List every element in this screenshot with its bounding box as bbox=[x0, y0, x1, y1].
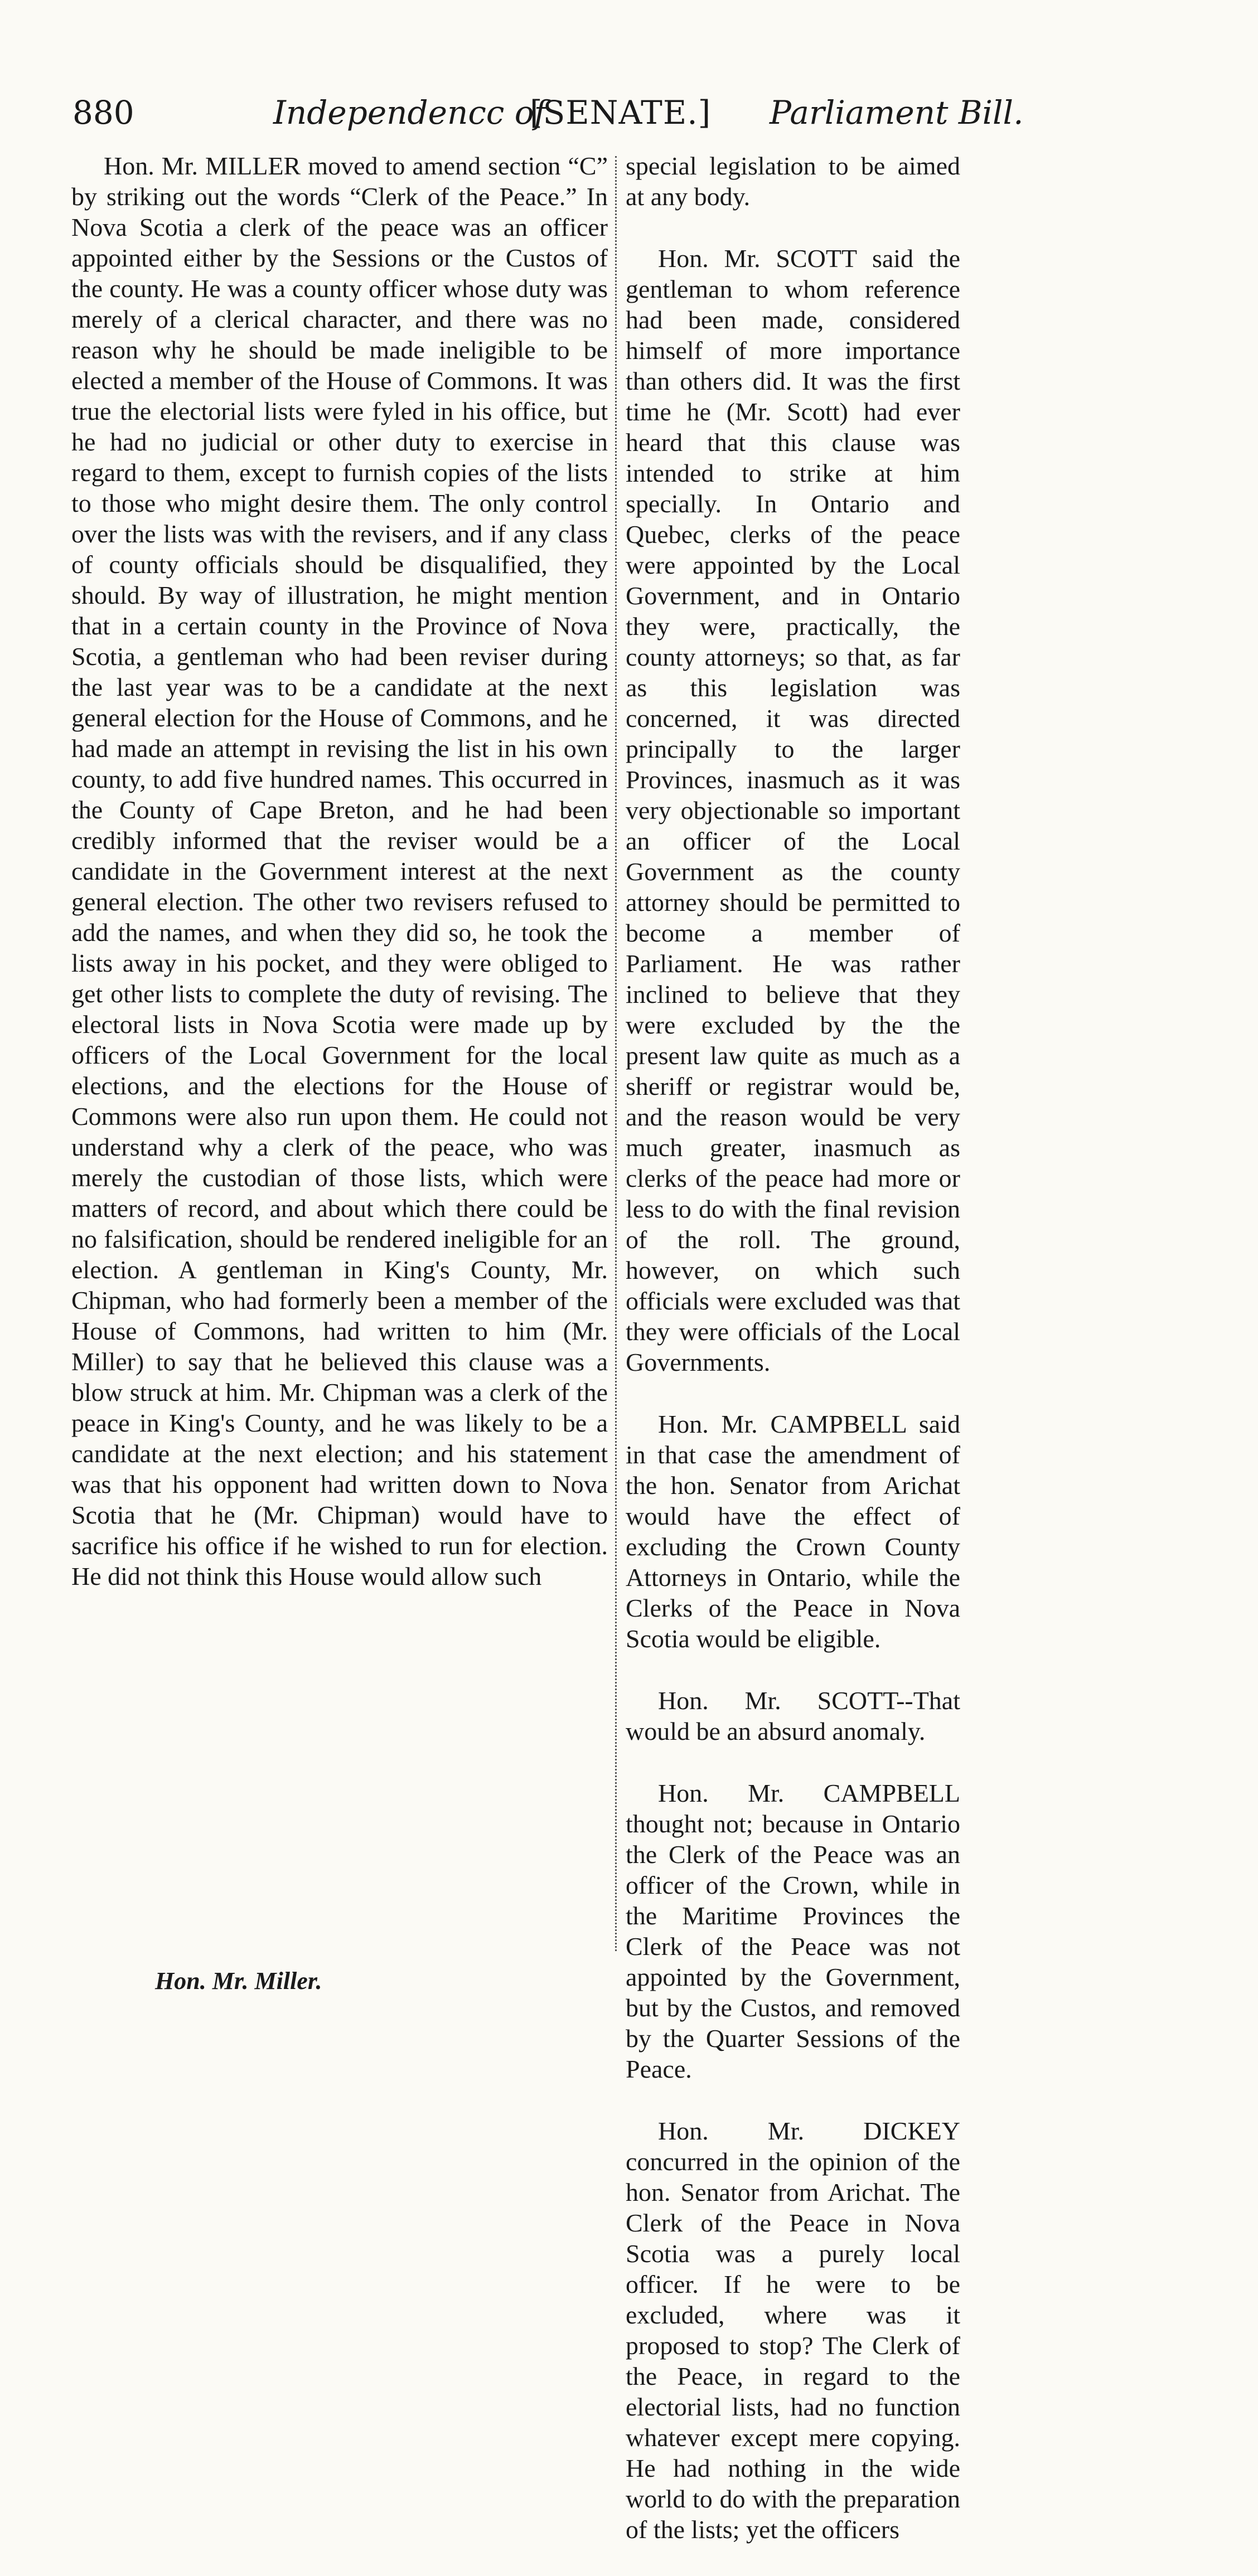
right-column bbox=[626, 151, 960, 2576]
running-title-left: Independencc of bbox=[273, 94, 546, 132]
running-title-center: [SENATE.] bbox=[530, 94, 712, 132]
left-column bbox=[71, 151, 608, 1592]
miller-paragraph: Hon. Mr. MILLER moved to amend section “C” by striking out the words “Clerk of the Peace.” In Nova Scotia a clerk of the peace was an officer appointed either by the Sessions or the Custos of the county. He was a county officer whose duty was merely of a clerical character, and there was no reason why he should be made ineligible to be elected a member of the House of Commons. It was true the electorial lists were fyled in his office, but he had no judicial or other duty to exercise in regard to them, except to furnish copies of the lists to those who might desire them. The only control over the lists was with the revisers, and if any class of county officials should be disqualified, they should. By way of illustration, he might mention that in a certain county in the Province of Nova Scotia, a gentleman who had been reviser during the last year was to be a candidate at the next general election for the House of Commons, and he had made an attempt in revising the list in his own county, to add five hundred names. This occurred in the County of Cape Breton, and he had been credibly informed that the reviser would be a candidate in the Government interest at the next general election. The other two revisers refused to add the names, and when they did so, he took the lists away in his pocket, and they were obliged to get other lists to complete the duty of revising. The electoral lists in Nova Scotia were made up by officers of the Local Government for the local elections, and the elections for the House of Commons were also run upon them. He could not understand why a clerk of the peace, who was merely the custodian of those lists, which were matters of record, and about which there could be no falsification, should be rendered ineligible for an election. A gentleman in King's County, Mr. Chipman, who had formerly been a member of the House of Commons, had written to him (Mr. Miller) to say that he believed this clause was a blow struck at him. Mr. Chipman was a clerk of the peace in King's County, and he was likely to be a candidate at the next election; and his statement was that his opponent had written down to Nova Scotia that he (Mr. Chipman) would have to sacrifice his office if he wished to run for election. He did not think this House would allow such bbox=[71, 152, 608, 1590]
page-header bbox=[67, 94, 1024, 138]
scott-paragraph: Hon. Mr. SCOTT said the gentleman to whom reference had been made, considered himself of more importance than others did. It was the first time he (Mr. Scott) had ever heard that this clause was intended to strike at him specially. In Ontario and Quebec, clerks of the peace were appointed by the Local Government, and in Ontario they were, practically, the county attorneys; so that, as far as this legislation was concerned, it was directed principally to the larger Provinces, inasmuch as it was very objectionable so important an officer of the Local Government as the county attorney should be permitted to become a member of Parliament. He was rather inclined to believe that they were excluded by the the present law quite as much as a sheriff or registrar would be, and the reason would be very much greater, inasmuch as clerks of the peace had more or less to do with the final revision of the roll. The ground, however, on which such officials were excluded was that they were officials of the Local Governments. bbox=[626, 244, 960, 1376]
page-number: 880 bbox=[72, 94, 134, 132]
campbell-reply-paragraph: Hon. Mr. CAMPBELL thought not; because in Ontario the Clerk of the Peace was an officer of the Crown, while in the Maritime Provinces the Clerk of the Peace was not appointed by the Government, but by the Custos, and removed by the Quarter Sessions of the Peace. bbox=[626, 1779, 960, 2083]
dickey-paragraph: Hon. Mr. DICKEY concurred in the opinion of the hon. Senator from Arichat. The Clerk of the Peace in Nova Scotia was a purely local officer. If he were to be excluded, where was it proposed to stop? The Clerk of the Peace, in regard to the electorial lists, had no function whatever except mere copying. He had nothing in the wide world to do with the preparation of the lists; yet the officers bbox=[626, 2117, 960, 2544]
campbell-paragraph: Hon. Mr. CAMPBELL said in that case the amendment of the hon. Senator from Arichat would have the effect of excluding the Crown County Attorneys in Ontario, while the Clerks of the Peace in Nova Scotia would be eligible. bbox=[626, 1410, 960, 1653]
footer-catchword: Hon. Mr. Miller. bbox=[155, 1967, 322, 1995]
continuation-paragraph: special legislation to be aimed at any body. bbox=[626, 152, 960, 211]
running-title-right: Parliament Bill. bbox=[770, 94, 1024, 132]
column-divider bbox=[615, 156, 618, 1951]
scott-reply-paragraph: Hon. Mr. SCOTT--That would be an absurd anomaly. bbox=[626, 1686, 960, 1745]
